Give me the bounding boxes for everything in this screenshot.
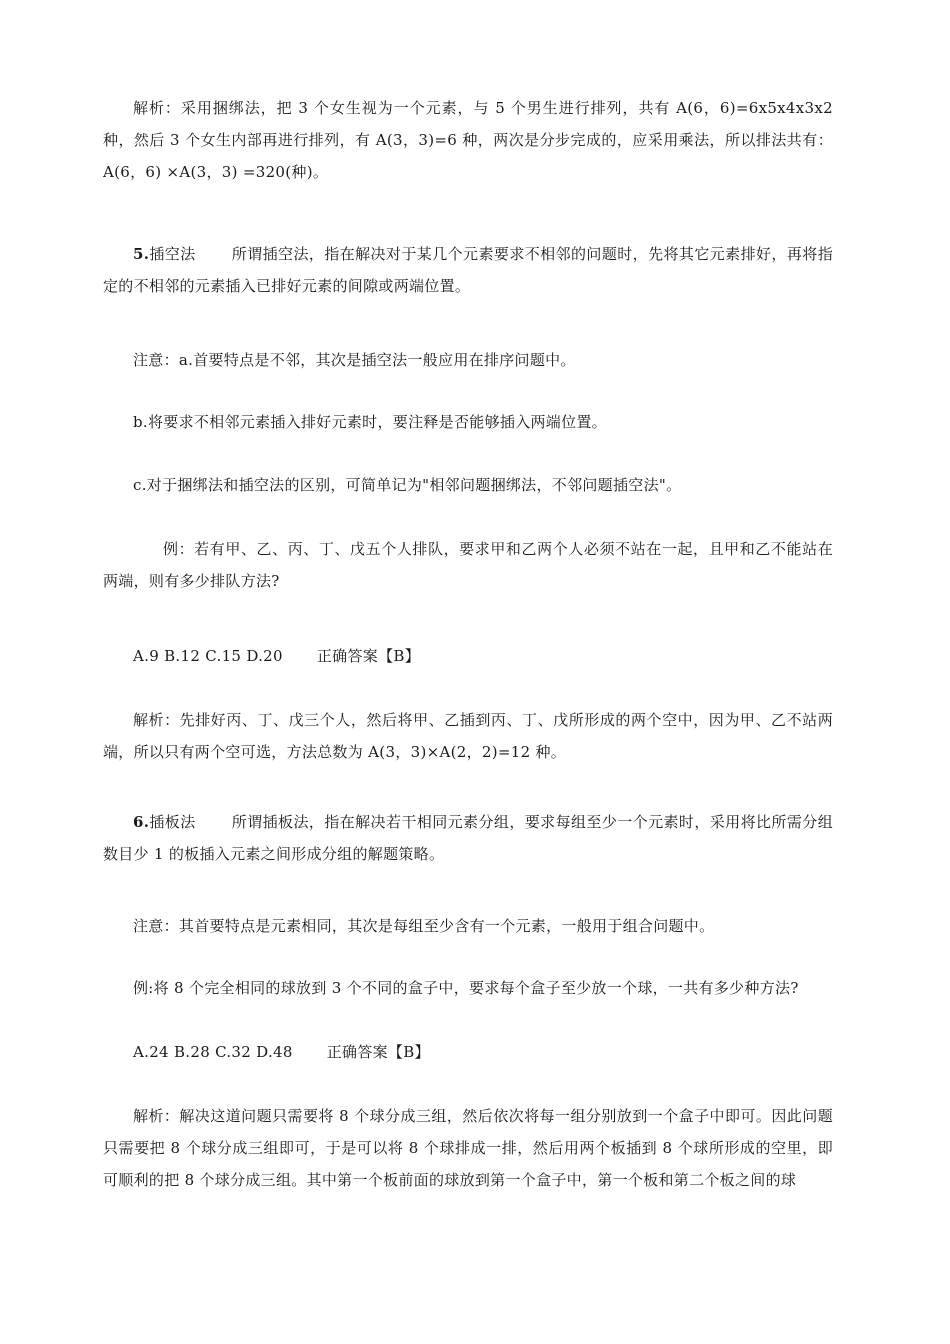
section-6-insert-board (103, 806, 833, 870)
note-6: 注意：其首要特点是元素相同，其次是每组至少含有一个元素，一般用于组合问题中。 (133, 917, 715, 935)
example-1-options (103, 640, 833, 672)
example-1-question: 例：若有甲、乙、丙、丁、戊五个人排队，要求甲和乙两个人必须不站在一起，且甲和乙不能站在两端，则有多少排队方法? (103, 540, 833, 590)
note-c: c.对于捆绑法和插空法的区别，可简单记为"相邻问题捆绑法，不邻问题插空法"。 (133, 476, 682, 494)
section-title: 插空法 (149, 245, 196, 263)
example-2-question: 例:将 8 个完全相同的球放到 3 个不同的盒子中，要求每个盒子至少放一个球，一共有多少种方法? (133, 979, 799, 997)
section-number: 5. (133, 245, 150, 263)
note-b: b.将要求不相邻元素插入排好元素时，要注释是否能够插入两端位置。 (133, 413, 607, 431)
correct-answer: 正确答案【B】 (316, 647, 420, 665)
section-description: 所谓插空法，指在解决对于某几个元素要求不相邻的问题时，先将其它元素排好，再将指定的不相邻的元素插入已排好元素的间隙或两端位置。 (103, 245, 833, 295)
note-a: 注意：a.首要特点是不邻，其次是插空法一般应用在排序问题中。 (133, 351, 576, 369)
example-2-solution: 解析：解决这道问题只需要将 8 个球分成三组，然后依次将每一组分别放到一个盒子中即可。因此问题只需要把 8 个球分成三组即可，于是可以将 8 个球排成一排，然后用两个板插到 8 个球所形成的空里，即可顺利的把 8 个球分成三组。其中第一个板前面的球放到第一个盒子中，第一个板和第二个板之间的球 (103, 1107, 833, 1189)
section-description: 所谓插板法，指在解决若干相同元素分组，要求每组至少一个元素时，采用将比所需分组数目少 1 的板插入元素之间形成分组的解题策略。 (103, 813, 833, 863)
options-text: A.24 B.28 C.32 D.48 (133, 1043, 293, 1061)
section-title: 插板法 (149, 813, 196, 831)
section-number: 6. (133, 813, 150, 831)
example-2-options (103, 1036, 833, 1068)
options-text: A.9 B.12 C.15 D.20 (133, 647, 283, 665)
solution-paragraph-bundling: 解析：采用捆绑法，把 3 个女生视为一个元素，与 5 个男生进行排列，共有 A(6，6)=6x5x4x3x2 种，然后 3 个女生内部再进行排列，有 A(3，3)=6 种，两次是分步完成的，应采用乘法，所以排法共有：A(6，6) ×A(3，3) =320(种)。 (103, 99, 833, 181)
correct-answer: 正确答案【B】 (326, 1043, 430, 1061)
example-1-solution: 解析：先排好丙、丁、戊三个人，然后将甲、乙插到丙、丁、戊所形成的两个空中，因为甲、乙不站两端，所以只有两个空可选，方法总数为 A(3，3)×A(2，2)=12 种。 (103, 711, 833, 761)
section-5-insert-gap (103, 238, 833, 302)
